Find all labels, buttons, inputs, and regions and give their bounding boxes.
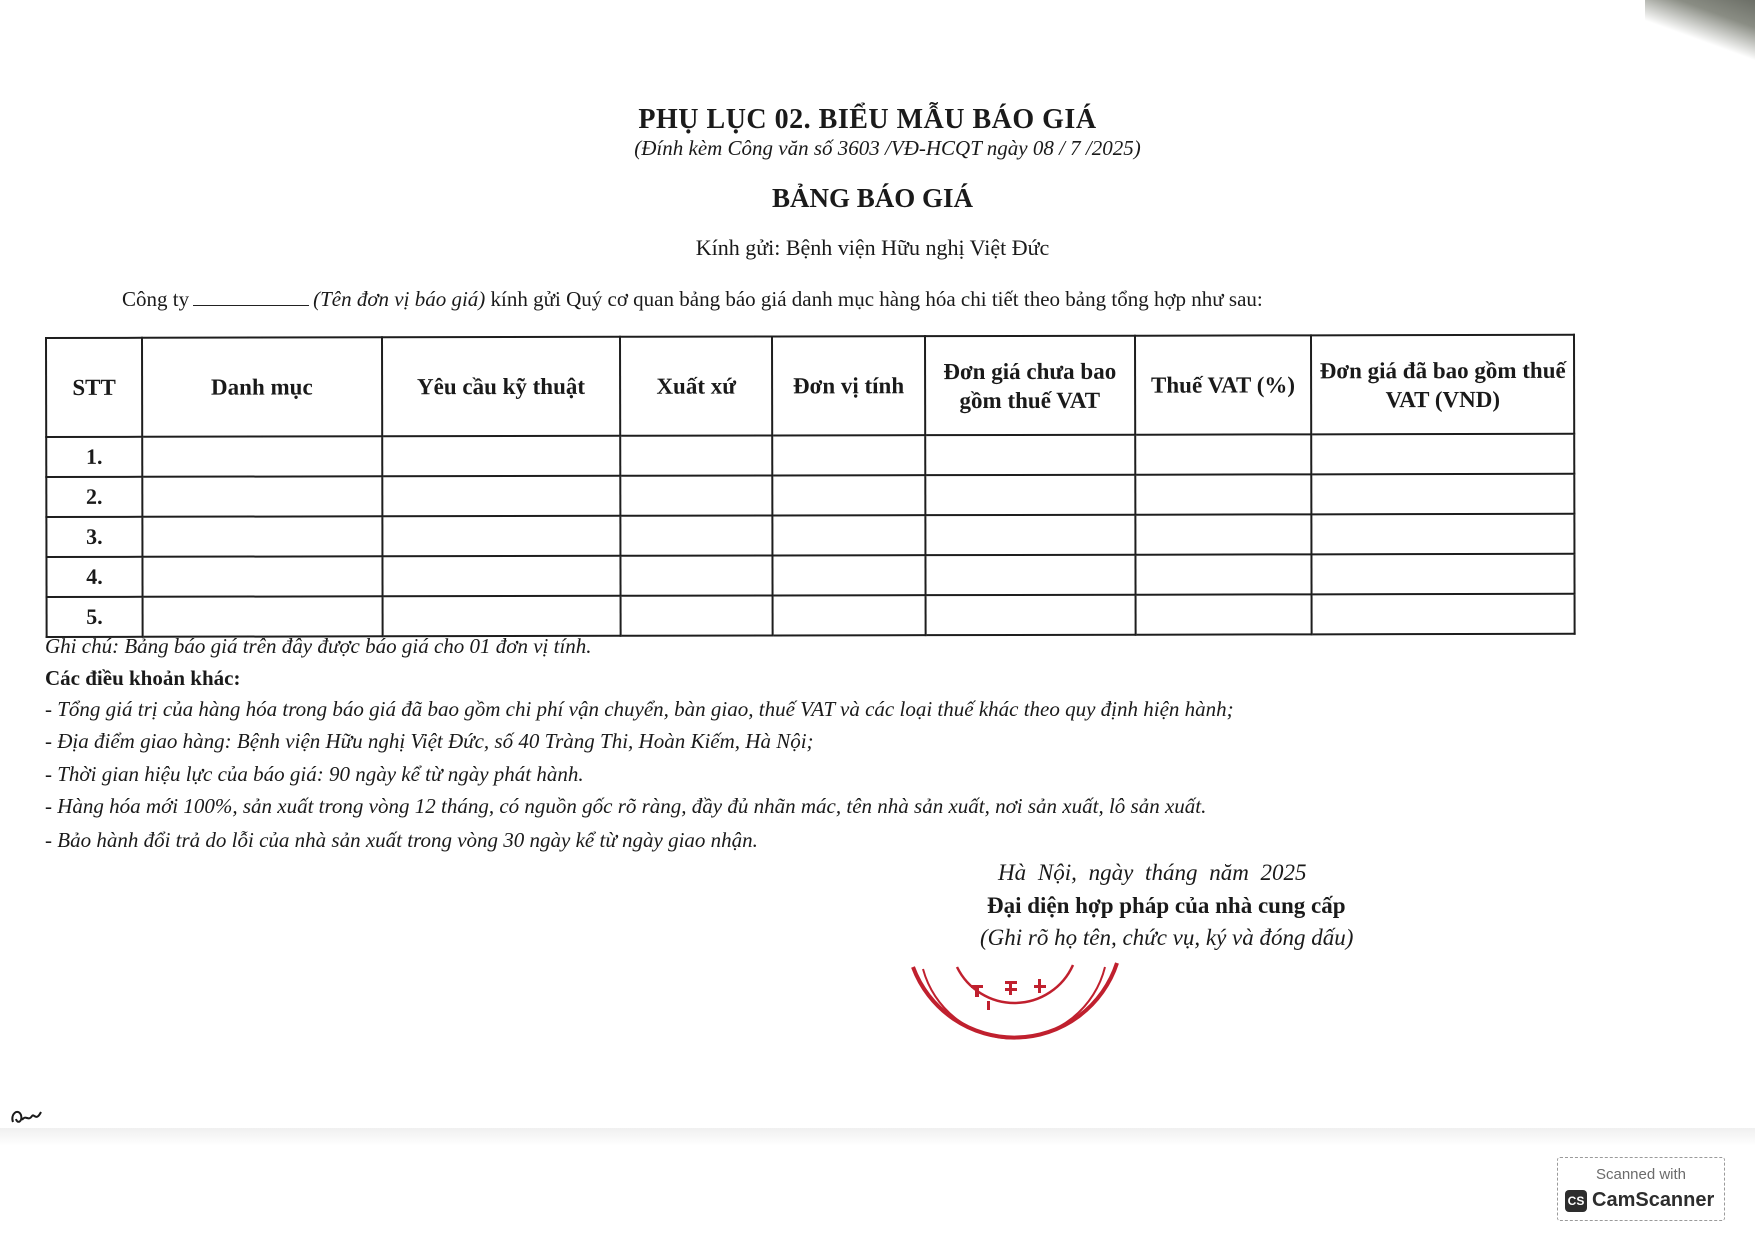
table-row: [46, 514, 1574, 557]
row-number: 2.: [46, 477, 142, 517]
table-row: [46, 554, 1574, 597]
scanned-with-label: Scanned with: [1595, 1166, 1687, 1183]
appendix-title: PHỤ LỤC 02. BIỂU MẪU BÁO GIÁ: [638, 104, 1097, 135]
row-number: 4.: [46, 557, 142, 597]
column-header-category: Danh mục: [142, 337, 382, 437]
table-row: [46, 474, 1574, 517]
attachment-note: (Đính kèm Công văn số 3603 /VĐ-HCQT ngày 08 / 7 /2025): [634, 136, 1141, 160]
footnote: Ghi chú: Bảng báo giá trên đây được báo giá cho 01 đơn vị tính.: [45, 634, 592, 658]
camscanner-name: CamScanner: [1592, 1189, 1715, 1211]
date-line: Hà Nội, ngày tháng năm 2025: [998, 860, 1307, 885]
intro-prefix: Công ty: [122, 287, 190, 311]
camscanner-badge: [1557, 1157, 1725, 1221]
table-row: [46, 434, 1574, 477]
quotation-table: [45, 334, 1576, 638]
form-title: BẢNG BÁO GIÁ: [771, 183, 974, 213]
intro-placeholder: (Tên đơn vị báo giá): [313, 287, 486, 311]
column-header-price-excl-vat: Đơn giá chưa bao gồm thuế VAT: [925, 336, 1135, 435]
table-row: [47, 594, 1575, 637]
handwritten-initial: [8, 1102, 48, 1132]
company-name-blank: [193, 305, 309, 306]
row-number: 3.: [46, 517, 142, 557]
company-seal-stamp: [905, 955, 1135, 1055]
term-item: - Tổng giá trị của hàng hóa trong báo giá đã bao gồm chi phí vận chuyển, bàn giao, thuế VAT và các loại thuế khác theo quy định hiện hành;: [45, 697, 1234, 721]
camscanner-logo-icon: CS: [1565, 1190, 1587, 1212]
terms-heading: Các điều khoản khác:: [45, 666, 241, 690]
term-item: - Địa điểm giao hàng: Bệnh viện Hữu nghị Việt Đức, số 40 Tràng Thi, Hoàn Kiếm, Hà Nội;: [45, 729, 814, 753]
intro-paragraph: [122, 287, 1263, 312]
term-item: - Bảo hành đổi trả do lỗi của nhà sản xuất trong vòng 30 ngày kể từ ngày giao nhận.: [45, 828, 758, 852]
recipient-line: Kính gửi: Bệnh viện Hữu nghị Việt Đức: [695, 235, 1050, 260]
column-header-origin: Xuất xứ: [620, 336, 772, 435]
page-corner-fold: [1645, 0, 1755, 70]
column-header-stt: STT: [46, 338, 142, 437]
representative-label: Đại diện hợp pháp của nhà cung cấp: [987, 893, 1346, 918]
term-item: - Hàng hóa mới 100%, sản xuất trong vòng 12 tháng, có nguồn gốc rõ ràng, đầy đủ nhãn mác, tên nhà sản xuất, nơi sản xuất, lô sản xuất.: [45, 794, 1207, 818]
row-number: 5.: [47, 597, 143, 637]
signature-instruction: (Ghi rõ họ tên, chức vụ, ký và đóng dấu): [980, 925, 1354, 950]
table-header-row: [46, 335, 1574, 437]
column-header-price-incl-vat: Đơn giá đã bao gồm thuế VAT (VND): [1311, 335, 1574, 435]
row-number: 1.: [46, 437, 142, 477]
intro-suffix: kính gửi Quý cơ quan bảng báo giá danh mục hàng hóa chi tiết theo bảng tổng hợp như sau:: [490, 287, 1263, 311]
column-header-unit: Đơn vị tính: [772, 336, 925, 435]
column-header-vat-rate: Thuế VAT (%): [1135, 335, 1312, 434]
scan-bottom-edge: [0, 1128, 1755, 1240]
term-item: - Thời gian hiệu lực của báo giá: 90 ngày kể từ ngày phát hành.: [45, 762, 584, 786]
column-header-technical-requirements: Yêu cầu kỹ thuật: [382, 337, 621, 436]
